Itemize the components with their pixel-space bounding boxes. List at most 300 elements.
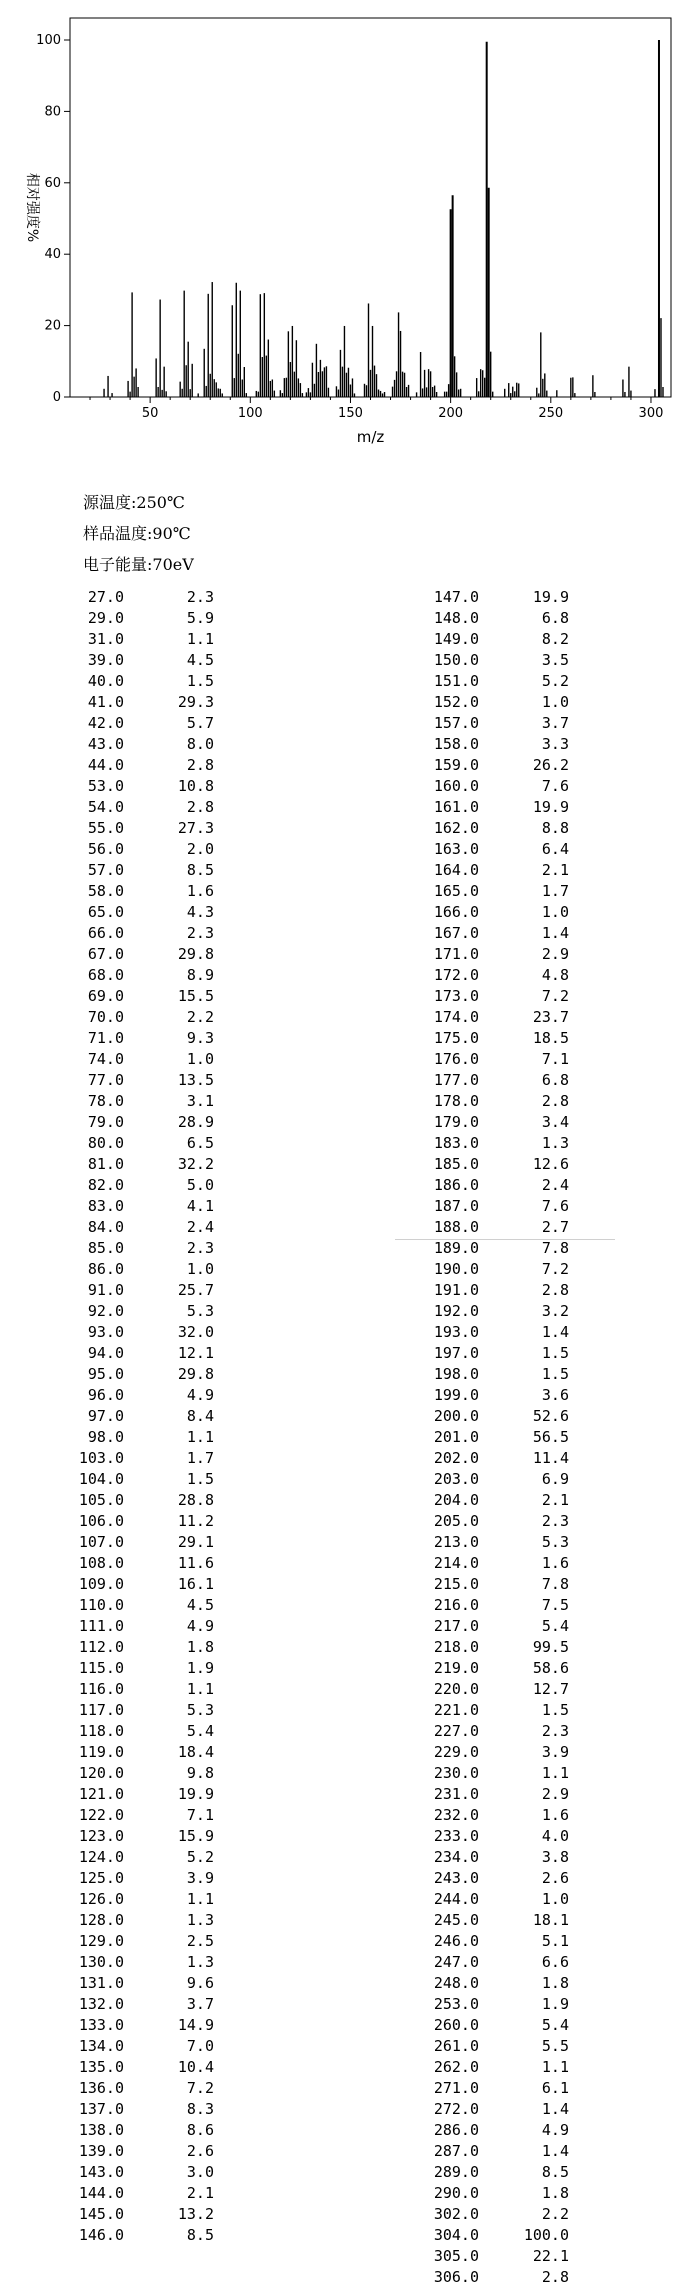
abundance-value: 5.4 xyxy=(541,1617,569,1635)
abundance-value: 3.5 xyxy=(541,651,569,669)
abundance-value: 1.0 xyxy=(541,693,569,711)
mz-value: 65.0 xyxy=(87,903,124,921)
mz-value: 185.0 xyxy=(433,1155,479,1173)
x-tick-label: 250 xyxy=(538,406,564,421)
abundance-value: 11.2 xyxy=(177,1512,214,1530)
abundance-value: 1.9 xyxy=(186,1659,214,1677)
abundance-value: 3.8 xyxy=(541,1848,569,1866)
mz-value: 245.0 xyxy=(433,1911,479,1929)
mz-value: 132.0 xyxy=(78,1995,124,2013)
abundance-value: 2.3 xyxy=(186,1239,214,1257)
abundance-value: 3.3 xyxy=(541,735,569,753)
mz-value: 204.0 xyxy=(433,1491,479,1509)
abundance-value: 5.7 xyxy=(186,714,214,732)
abundance-value: 7.6 xyxy=(541,777,569,795)
mz-value: 176.0 xyxy=(433,1050,479,1068)
mz-value: 232.0 xyxy=(433,1806,479,1824)
abundance-value: 1.1 xyxy=(186,1890,214,1908)
mz-value: 187.0 xyxy=(433,1197,479,1215)
abundance-value: 3.0 xyxy=(186,2163,214,2181)
mz-value: 165.0 xyxy=(433,882,479,900)
abundance-value: 99.5 xyxy=(532,1638,569,1656)
mz-value: 286.0 xyxy=(433,2121,479,2139)
abundance-value: 18.4 xyxy=(177,1743,214,1761)
abundance-value: 7.1 xyxy=(541,1050,569,1068)
mz-value: 126.0 xyxy=(78,1890,124,1908)
mz-value: 247.0 xyxy=(433,1953,479,1971)
abundance-value: 32.0 xyxy=(177,1323,214,1341)
mz-value: 164.0 xyxy=(433,861,479,879)
mz-value: 262.0 xyxy=(433,2058,479,2076)
abundance-value: 1.0 xyxy=(541,903,569,921)
abundance-value: 12.6 xyxy=(532,1155,569,1173)
mz-value: 234.0 xyxy=(433,1848,479,1866)
abundance-value: 1.4 xyxy=(541,2100,569,2118)
abundance-value: 19.9 xyxy=(177,1785,214,1803)
mz-value: 161.0 xyxy=(433,798,479,816)
mz-value: 71.0 xyxy=(87,1029,124,1047)
mz-value: 188.0 xyxy=(433,1218,479,1236)
mz-value: 244.0 xyxy=(433,1890,479,1908)
mz-value: 103.0 xyxy=(78,1449,124,1467)
abundance-value: 1.0 xyxy=(541,1890,569,1908)
abundance-value: 2.1 xyxy=(186,2184,214,2202)
mz-value: 157.0 xyxy=(433,714,479,732)
abundance-value: 2.8 xyxy=(186,756,214,774)
mz-value: 136.0 xyxy=(78,2079,124,2097)
mz-value: 178.0 xyxy=(433,1092,479,1110)
abundance-value: 11.6 xyxy=(177,1554,214,1572)
mz-value: 260.0 xyxy=(433,2016,479,2034)
mz-value: 68.0 xyxy=(87,966,124,984)
abundance-value: 9.8 xyxy=(186,1764,214,1782)
mz-value: 152.0 xyxy=(433,693,479,711)
abundance-value: 27.3 xyxy=(177,819,214,837)
mass-spectrum-chart xyxy=(0,0,687,470)
abundance-value: 1.4 xyxy=(541,1323,569,1341)
abundance-value: 3.4 xyxy=(541,1113,569,1131)
abundance-value: 8.0 xyxy=(186,735,214,753)
mz-value: 122.0 xyxy=(78,1806,124,1824)
mz-value: 290.0 xyxy=(433,2184,479,2202)
mz-value: 163.0 xyxy=(433,840,479,858)
abundance-value: 1.4 xyxy=(541,924,569,942)
abundance-value: 1.6 xyxy=(541,1554,569,1572)
abundance-value: 8.5 xyxy=(186,861,214,879)
abundance-value: 3.9 xyxy=(186,1869,214,1887)
abundance-value: 19.9 xyxy=(532,588,569,606)
abundance-value: 15.9 xyxy=(177,1827,214,1845)
abundance-value: 6.6 xyxy=(541,1953,569,1971)
abundance-value: 1.8 xyxy=(541,2184,569,2202)
abundance-value: 5.4 xyxy=(541,2016,569,2034)
mz-value: 201.0 xyxy=(433,1428,479,1446)
mz-value: 83.0 xyxy=(87,1197,124,1215)
y-tick-label: 60 xyxy=(44,175,61,191)
mz-value: 190.0 xyxy=(433,1260,479,1278)
abundance-value: 18.1 xyxy=(532,1911,569,1929)
y-tick-label: 100 xyxy=(36,33,61,48)
abundance-value: 2.3 xyxy=(186,588,214,606)
mz-value: 177.0 xyxy=(433,1071,479,1089)
y-axis-label: 相对强度% xyxy=(24,172,40,243)
abundance-value: 5.5 xyxy=(541,2037,569,2055)
table-divider-line xyxy=(395,1239,615,1240)
mz-value: 81.0 xyxy=(87,1155,124,1173)
abundance-value: 6.4 xyxy=(541,840,569,858)
abundance-value: 10.8 xyxy=(177,777,214,795)
mz-value: 213.0 xyxy=(433,1533,479,1551)
mz-value: 145.0 xyxy=(78,2205,124,2223)
abundance-value: 29.8 xyxy=(177,1365,214,1383)
abundance-value: 8.4 xyxy=(186,1407,214,1425)
abundance-value: 5.2 xyxy=(541,672,569,690)
mz-value: 202.0 xyxy=(433,1449,479,1467)
abundance-value: 15.5 xyxy=(177,987,214,1005)
abundance-value: 28.8 xyxy=(177,1491,214,1509)
mz-value: 67.0 xyxy=(87,945,124,963)
abundance-value: 3.6 xyxy=(541,1386,569,1404)
abundance-value: 2.3 xyxy=(186,924,214,942)
mz-value: 199.0 xyxy=(433,1386,479,1404)
abundance-value: 1.1 xyxy=(186,630,214,648)
abundance-value: 23.7 xyxy=(532,1008,569,1026)
abundance-value: 1.1 xyxy=(186,1680,214,1698)
y-tick-label: 20 xyxy=(44,318,61,334)
mz-value: 231.0 xyxy=(433,1785,479,1803)
abundance-value: 2.8 xyxy=(186,798,214,816)
source-temperature: 源温度:250℃ xyxy=(83,493,185,512)
abundance-value: 6.9 xyxy=(541,1470,569,1488)
mz-value: 135.0 xyxy=(78,2058,124,2076)
mz-value: 112.0 xyxy=(78,1638,124,1656)
mz-value: 120.0 xyxy=(78,1764,124,1782)
abundance-value: 26.2 xyxy=(532,756,569,774)
abundance-value: 100.0 xyxy=(523,2226,569,2244)
mz-value: 124.0 xyxy=(78,1848,124,1866)
mz-value: 304.0 xyxy=(433,2226,479,2244)
abundance-value: 1.5 xyxy=(541,1365,569,1383)
abundance-value: 4.1 xyxy=(186,1197,214,1215)
abundance-value: 7.2 xyxy=(186,2079,214,2097)
mz-value: 261.0 xyxy=(433,2037,479,2055)
mz-value: 123.0 xyxy=(78,1827,124,1845)
abundance-value: 2.0 xyxy=(186,840,214,858)
mz-value: 197.0 xyxy=(433,1344,479,1362)
mz-value: 77.0 xyxy=(87,1071,124,1089)
x-tick-label: 100 xyxy=(237,406,263,421)
mz-value: 95.0 xyxy=(87,1365,124,1383)
abundance-value: 1.1 xyxy=(541,1764,569,1782)
abundance-value: 3.1 xyxy=(186,1092,214,1110)
abundance-value: 2.8 xyxy=(541,1281,569,1299)
abundance-value: 2.1 xyxy=(541,1491,569,1509)
mz-value: 57.0 xyxy=(87,861,124,879)
sample-temperature: 样品温度:90℃ xyxy=(83,524,191,543)
mz-value: 43.0 xyxy=(87,735,124,753)
abundance-value: 7.8 xyxy=(541,1239,569,1257)
abundance-value: 1.6 xyxy=(541,1806,569,1824)
abundance-value: 1.8 xyxy=(541,1974,569,1992)
mz-value: 79.0 xyxy=(87,1113,124,1131)
abundance-value: 5.2 xyxy=(186,1848,214,1866)
mz-value: 200.0 xyxy=(433,1407,479,1425)
mz-value: 149.0 xyxy=(433,630,479,648)
mz-value: 104.0 xyxy=(78,1470,124,1488)
abundance-value: 16.1 xyxy=(177,1575,214,1593)
y-tick-label: 80 xyxy=(44,104,61,120)
mz-value: 186.0 xyxy=(433,1176,479,1194)
mz-value: 107.0 xyxy=(78,1533,124,1551)
abundance-value: 3.7 xyxy=(186,1995,214,2013)
mz-value: 131.0 xyxy=(78,1974,124,1992)
mz-value: 29.0 xyxy=(87,609,124,627)
mz-value: 97.0 xyxy=(87,1407,124,1425)
mz-value: 91.0 xyxy=(87,1281,124,1299)
mz-value: 116.0 xyxy=(78,1680,124,1698)
abundance-value: 6.1 xyxy=(541,2079,569,2097)
abundance-value: 5.0 xyxy=(186,1176,214,1194)
abundance-value: 1.3 xyxy=(186,1953,214,1971)
mz-value: 31.0 xyxy=(87,630,124,648)
abundance-value: 13.5 xyxy=(177,1071,214,1089)
abundance-value: 32.2 xyxy=(177,1155,214,1173)
mz-value: 162.0 xyxy=(433,819,479,837)
abundance-value: 1.4 xyxy=(541,2142,569,2160)
mz-value: 233.0 xyxy=(433,1827,479,1845)
abundance-value: 29.3 xyxy=(177,693,214,711)
mz-value: 173.0 xyxy=(433,987,479,1005)
mz-value: 183.0 xyxy=(433,1134,479,1152)
abundance-value: 5.4 xyxy=(186,1722,214,1740)
mz-value: 193.0 xyxy=(433,1323,479,1341)
abundance-value: 7.8 xyxy=(541,1575,569,1593)
abundance-value: 1.3 xyxy=(186,1911,214,1929)
abundance-value: 1.1 xyxy=(541,2058,569,2076)
mz-value: 119.0 xyxy=(78,1743,124,1761)
abundance-value: 2.4 xyxy=(541,1176,569,1194)
abundance-value: 4.0 xyxy=(541,1827,569,1845)
mz-value: 66.0 xyxy=(87,924,124,942)
abundance-value: 8.8 xyxy=(541,819,569,837)
abundance-value: 1.1 xyxy=(186,1428,214,1446)
abundance-value: 1.3 xyxy=(541,1134,569,1152)
abundance-value: 8.6 xyxy=(186,2121,214,2139)
abundance-value: 2.4 xyxy=(186,1218,214,1236)
mz-value: 192.0 xyxy=(433,1302,479,1320)
mz-value: 189.0 xyxy=(433,1239,479,1257)
mz-value: 198.0 xyxy=(433,1365,479,1383)
abundance-value: 4.5 xyxy=(186,1596,214,1614)
mz-value: 272.0 xyxy=(433,2100,479,2118)
mz-value: 134.0 xyxy=(78,2037,124,2055)
mz-value: 55.0 xyxy=(87,819,124,837)
abundance-value: 6.5 xyxy=(186,1134,214,1152)
mz-value: 105.0 xyxy=(78,1491,124,1509)
mz-value: 93.0 xyxy=(87,1323,124,1341)
mz-value: 302.0 xyxy=(433,2205,479,2223)
mz-value: 227.0 xyxy=(433,1722,479,1740)
x-tick-label: 50 xyxy=(141,406,159,421)
mz-value: 109.0 xyxy=(78,1575,124,1593)
mz-value: 128.0 xyxy=(78,1911,124,1929)
abundance-value: 2.2 xyxy=(186,1008,214,1026)
abundance-value: 3.9 xyxy=(541,1743,569,1761)
abundance-value: 2.8 xyxy=(541,1092,569,1110)
abundance-value: 1.0 xyxy=(186,1050,214,1068)
mz-value: 179.0 xyxy=(433,1113,479,1131)
abundance-value: 56.5 xyxy=(532,1428,569,1446)
abundance-value: 2.6 xyxy=(186,2142,214,2160)
mz-value: 94.0 xyxy=(87,1344,124,1362)
abundance-value: 2.9 xyxy=(541,1785,569,1803)
mz-value: 42.0 xyxy=(87,714,124,732)
mz-value: 58.0 xyxy=(87,882,124,900)
x-tick-label: 300 xyxy=(638,406,664,421)
mz-value: 246.0 xyxy=(433,1932,479,1950)
mz-value: 98.0 xyxy=(87,1428,124,1446)
abundance-value: 1.7 xyxy=(186,1449,214,1467)
mz-value: 203.0 xyxy=(433,1470,479,1488)
mz-value: 27.0 xyxy=(87,588,124,606)
abundance-value: 8.3 xyxy=(186,2100,214,2118)
abundance-value: 29.8 xyxy=(177,945,214,963)
mz-value: 174.0 xyxy=(433,1008,479,1026)
abundance-value: 5.3 xyxy=(186,1302,214,1320)
abundance-value: 8.5 xyxy=(541,2163,569,2181)
mz-value: 41.0 xyxy=(87,693,124,711)
mz-value: 150.0 xyxy=(433,651,479,669)
mz-value: 305.0 xyxy=(433,2247,479,2265)
abundance-value: 8.9 xyxy=(186,966,214,984)
y-tick-label: 0 xyxy=(52,390,61,405)
mz-value: 148.0 xyxy=(433,609,479,627)
abundance-value: 4.9 xyxy=(186,1617,214,1635)
mz-value: 40.0 xyxy=(87,672,124,690)
mz-value: 53.0 xyxy=(87,777,124,795)
abundance-value: 7.2 xyxy=(541,1260,569,1278)
mz-value: 143.0 xyxy=(78,2163,124,2181)
mz-value: 96.0 xyxy=(87,1386,124,1404)
abundance-value: 4.8 xyxy=(541,966,569,984)
mz-value: 175.0 xyxy=(433,1029,479,1047)
x-tick-label: 150 xyxy=(338,406,363,421)
mz-value: 215.0 xyxy=(433,1575,479,1593)
mz-value: 82.0 xyxy=(87,1176,124,1194)
mz-value: 54.0 xyxy=(87,798,124,816)
mz-value: 221.0 xyxy=(433,1701,479,1719)
abundance-value: 1.5 xyxy=(541,1344,569,1362)
mz-value: 139.0 xyxy=(78,2142,124,2160)
mz-value: 118.0 xyxy=(78,1722,124,1740)
abundance-value: 2.3 xyxy=(541,1512,569,1530)
abundance-value: 52.6 xyxy=(532,1407,569,1425)
mz-value: 220.0 xyxy=(433,1680,479,1698)
x-tick-label: 200 xyxy=(438,406,464,421)
abundance-value: 1.5 xyxy=(186,672,214,690)
mz-value: 230.0 xyxy=(433,1764,479,1782)
abundance-value: 7.5 xyxy=(541,1596,569,1614)
mz-value: 172.0 xyxy=(433,966,479,984)
mz-value: 86.0 xyxy=(87,1260,124,1278)
abundance-value: 5.1 xyxy=(541,1932,569,1950)
mz-value: 214.0 xyxy=(433,1554,479,1572)
abundance-value: 1.6 xyxy=(186,882,214,900)
mz-value: 39.0 xyxy=(87,651,124,669)
mz-value: 117.0 xyxy=(78,1701,124,1719)
mz-value: 191.0 xyxy=(433,1281,479,1299)
mz-value: 144.0 xyxy=(78,2184,124,2202)
abundance-value: 1.5 xyxy=(541,1701,569,1719)
mz-value: 218.0 xyxy=(433,1638,479,1656)
mz-value: 167.0 xyxy=(433,924,479,942)
mz-value: 108.0 xyxy=(78,1554,124,1572)
abundance-value: 3.7 xyxy=(541,714,569,732)
mz-value: 166.0 xyxy=(433,903,479,921)
mz-value: 74.0 xyxy=(87,1050,124,1068)
abundance-value: 8.5 xyxy=(186,2226,214,2244)
mz-value: 137.0 xyxy=(78,2100,124,2118)
abundance-value: 2.5 xyxy=(186,1932,214,1950)
abundance-value: 1.8 xyxy=(186,1638,214,1656)
mz-value: 44.0 xyxy=(87,756,124,774)
mz-value: 216.0 xyxy=(433,1596,479,1614)
mz-value: 158.0 xyxy=(433,735,479,753)
y-tick-label: 40 xyxy=(44,247,61,263)
mz-value: 69.0 xyxy=(87,987,124,1005)
abundance-value: 28.9 xyxy=(177,1113,214,1131)
abundance-value: 2.9 xyxy=(541,945,569,963)
mz-value: 289.0 xyxy=(433,2163,479,2181)
abundance-value: 6.8 xyxy=(541,609,569,627)
abundance-value: 11.4 xyxy=(532,1449,569,1467)
x-axis-label: m/z xyxy=(356,428,385,446)
abundance-value: 5.3 xyxy=(186,1701,214,1719)
abundance-value: 8.2 xyxy=(541,630,569,648)
mz-value: 92.0 xyxy=(87,1302,124,1320)
mz-value: 205.0 xyxy=(433,1512,479,1530)
mz-value: 171.0 xyxy=(433,945,479,963)
abundance-value: 13.2 xyxy=(177,2205,214,2223)
abundance-value: 2.8 xyxy=(541,2268,569,2286)
mz-value: 70.0 xyxy=(87,1008,124,1026)
mz-value: 129.0 xyxy=(78,1932,124,1950)
abundance-value: 7.2 xyxy=(541,987,569,1005)
mz-value: 229.0 xyxy=(433,1743,479,1761)
abundance-value: 9.6 xyxy=(186,1974,214,1992)
abundance-value: 2.3 xyxy=(541,1722,569,1740)
abundance-value: 10.4 xyxy=(177,2058,214,2076)
abundance-value: 1.9 xyxy=(541,1995,569,2013)
mz-value: 133.0 xyxy=(78,2016,124,2034)
abundance-value: 25.7 xyxy=(177,1281,214,1299)
abundance-value: 12.1 xyxy=(177,1344,214,1362)
abundance-value: 5.9 xyxy=(186,609,214,627)
abundance-value: 1.0 xyxy=(186,1260,214,1278)
mz-value: 151.0 xyxy=(433,672,479,690)
mz-value: 121.0 xyxy=(78,1785,124,1803)
mz-value: 219.0 xyxy=(433,1659,479,1677)
mz-value: 253.0 xyxy=(433,1995,479,2013)
mz-value: 111.0 xyxy=(78,1617,124,1635)
abundance-value: 4.9 xyxy=(541,2121,569,2139)
abundance-value: 4.9 xyxy=(186,1386,214,1404)
mz-value: 106.0 xyxy=(78,1512,124,1530)
abundance-value: 29.1 xyxy=(177,1533,214,1551)
mz-value: 78.0 xyxy=(87,1092,124,1110)
mz-value: 130.0 xyxy=(78,1953,124,1971)
mz-value: 80.0 xyxy=(87,1134,124,1152)
